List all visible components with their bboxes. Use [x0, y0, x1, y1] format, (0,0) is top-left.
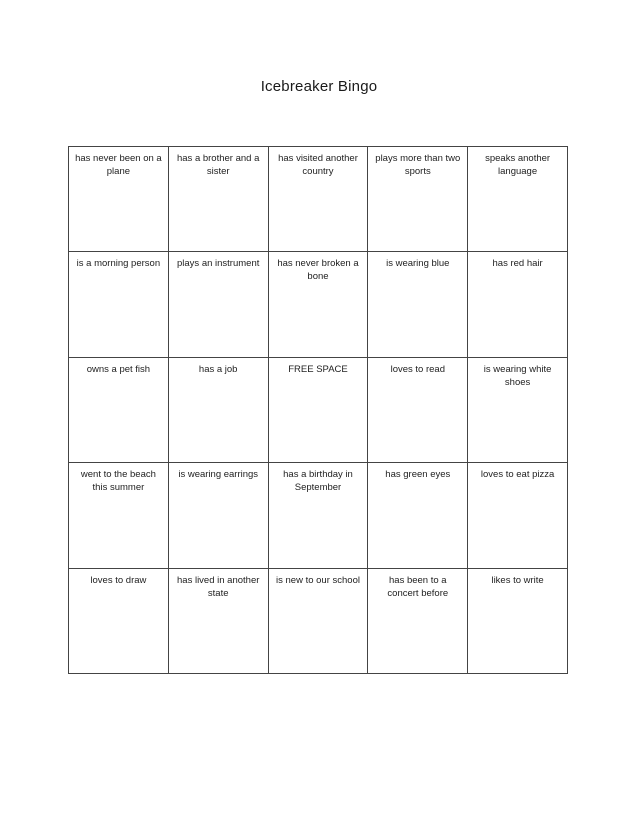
- bingo-cell: has lived in another state: [168, 568, 268, 673]
- bingo-cell: loves to read: [368, 357, 468, 462]
- free-space-cell: FREE SPACE: [268, 357, 368, 462]
- bingo-cell: plays an instrument: [168, 252, 268, 357]
- bingo-row: [69, 463, 568, 568]
- bingo-cell: loves to eat pizza: [468, 463, 568, 568]
- bingo-cell: is wearing earrings: [168, 463, 268, 568]
- bingo-cell: has never broken a bone: [268, 252, 368, 357]
- bingo-cell: has red hair: [468, 252, 568, 357]
- bingo-cell: likes to write: [468, 568, 568, 673]
- bingo-cell: has never been on a plane: [69, 147, 169, 252]
- bingo-cell: has a brother and a sister: [168, 147, 268, 252]
- bingo-cell: is wearing white shoes: [468, 357, 568, 462]
- bingo-cell: is new to our school: [268, 568, 368, 673]
- bingo-cell: has green eyes: [368, 463, 468, 568]
- bingo-cell: plays more than two sports: [368, 147, 468, 252]
- bingo-cell: loves to draw: [69, 568, 169, 673]
- bingo-cell: owns a pet fish: [69, 357, 169, 462]
- bingo-cell: is wearing blue: [368, 252, 468, 357]
- bingo-cell: went to the beach this summer: [69, 463, 169, 568]
- page-title: Icebreaker Bingo: [260, 78, 378, 95]
- bingo-row: [69, 147, 568, 252]
- bingo-row: [69, 252, 568, 357]
- bingo-cell: has been to a concert before: [368, 568, 468, 673]
- bingo-row: [69, 568, 568, 673]
- bingo-grid: [68, 146, 568, 674]
- bingo-row: [69, 357, 568, 462]
- bingo-cell: has a job: [168, 357, 268, 462]
- bingo-cell: is a morning person: [69, 252, 169, 357]
- bingo-cell: speaks another language: [468, 147, 568, 252]
- bingo-cell: has a birthday in September: [268, 463, 368, 568]
- bingo-cell: has visited another country: [268, 147, 368, 252]
